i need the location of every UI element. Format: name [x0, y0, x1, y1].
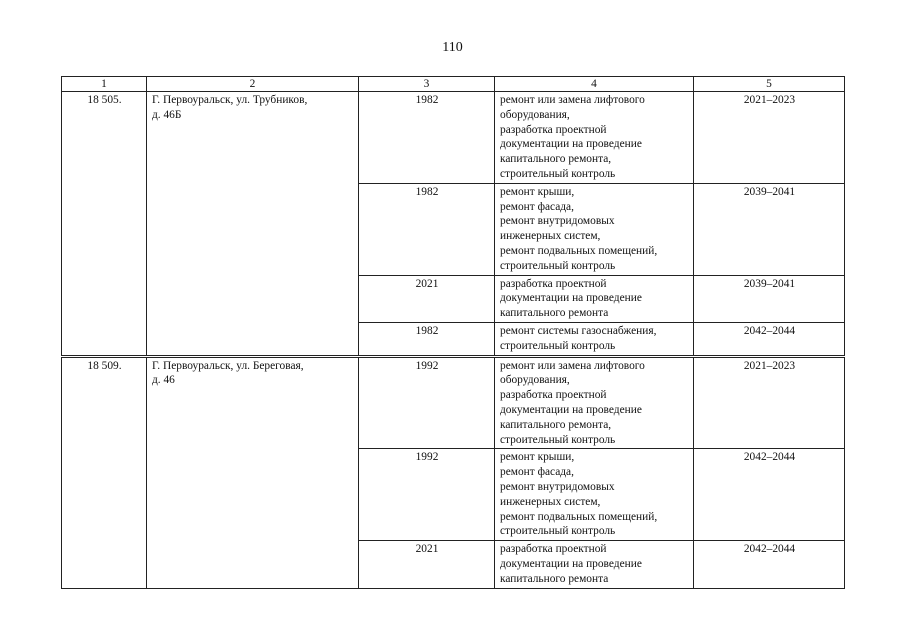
column-header: 4 [495, 77, 694, 92]
work-line: разработка проектной [500, 123, 607, 136]
work-period: 2042–2044 [694, 541, 845, 588]
work-line: инженерных систем, [500, 230, 601, 243]
work-line: ремонт подвальных помещений, [500, 510, 658, 523]
work-line: оборудования, [500, 108, 570, 121]
work-line: строительный контроль [500, 525, 616, 538]
work-description [495, 541, 694, 588]
work-description [495, 183, 694, 275]
work [500, 324, 689, 354]
work-line: разработка проектной [500, 277, 607, 290]
record-address [147, 92, 359, 356]
work-line: ремонт системы газоснабжения, [500, 324, 657, 337]
work-description [495, 322, 694, 355]
work-description [495, 449, 694, 541]
record-number: 18 505. [62, 92, 147, 356]
work-line: разработка проектной [500, 389, 607, 402]
work-description [495, 92, 694, 184]
work-period: 2021–2023 [694, 92, 845, 184]
work-period: 2039–2041 [694, 183, 845, 275]
work-line: инженерных систем, [500, 495, 601, 508]
address-line: Г. Первоуральск, ул. Трубников, [152, 94, 308, 106]
work-line: строительный контроль [500, 433, 616, 446]
work [500, 450, 689, 539]
table-body [62, 92, 845, 589]
record-address [147, 357, 359, 588]
address [152, 93, 354, 123]
column-header: 3 [359, 77, 495, 92]
work-line: оборудования, [500, 374, 570, 387]
work-year: 1982 [359, 322, 495, 355]
work-line: строительный контроль [500, 259, 616, 272]
work-line: капитального ремонта, [500, 418, 612, 431]
work-year: 1982 [359, 183, 495, 275]
work-line: ремонт внутридомовых [500, 480, 615, 493]
work-period: 2039–2041 [694, 275, 845, 322]
work-year: 2021 [359, 275, 495, 322]
work-line: ремонт крыши, [500, 185, 575, 198]
work-line: ремонт фасада, [500, 466, 574, 479]
work-year: 1982 [359, 92, 495, 184]
work-line: документации на проведение [500, 403, 642, 416]
capital-repair-table [61, 76, 845, 589]
column-header: 2 [147, 77, 359, 92]
address-line: Г. Первоуральск, ул. Береговая, [152, 359, 304, 372]
work-line: капитального ремонта, [500, 153, 612, 166]
work-period: 2021–2023 [694, 357, 845, 449]
page-number: 110 [442, 40, 463, 55]
address-line: д. 46 [152, 374, 175, 387]
work [500, 93, 689, 182]
work [500, 542, 689, 586]
record-number: 18 509. [62, 357, 147, 588]
work-period: 2042–2044 [694, 449, 845, 541]
work [500, 277, 689, 321]
work [500, 185, 689, 274]
work-line: ремонт подвальных помещений, [500, 244, 658, 257]
address-line: д. 46Б [152, 108, 182, 121]
work [500, 359, 689, 448]
table-header-row [62, 77, 845, 92]
work-line: документации на проведение [500, 557, 642, 570]
work-line: документации на проведение [500, 292, 642, 305]
work-line: ремонт внутридомовых [500, 215, 615, 228]
work-line: ремонт или замена лифтового [500, 359, 645, 372]
work-description [495, 275, 694, 322]
work-line: ремонт или замена лифтового [500, 94, 645, 106]
column-header: 1 [62, 77, 147, 92]
work-line: строительный контроль [500, 339, 616, 352]
work-line: разработка проектной [500, 543, 607, 556]
work-description [495, 357, 694, 449]
work-line: ремонт фасада, [500, 200, 574, 213]
work-line: документации на проведение [500, 138, 642, 151]
work-year: 1992 [359, 357, 495, 449]
table-row [62, 357, 845, 449]
work-year: 2021 [359, 541, 495, 588]
work-year: 1992 [359, 449, 495, 541]
work-period: 2042–2044 [694, 322, 845, 355]
address [152, 359, 354, 389]
work-line: капитального ремонта [500, 307, 609, 320]
work-line: строительный контроль [500, 167, 616, 180]
column-header: 5 [694, 77, 845, 92]
work-line: капитального ремонта [500, 572, 609, 585]
table-row [62, 92, 845, 184]
work-line: ремонт крыши, [500, 451, 575, 464]
